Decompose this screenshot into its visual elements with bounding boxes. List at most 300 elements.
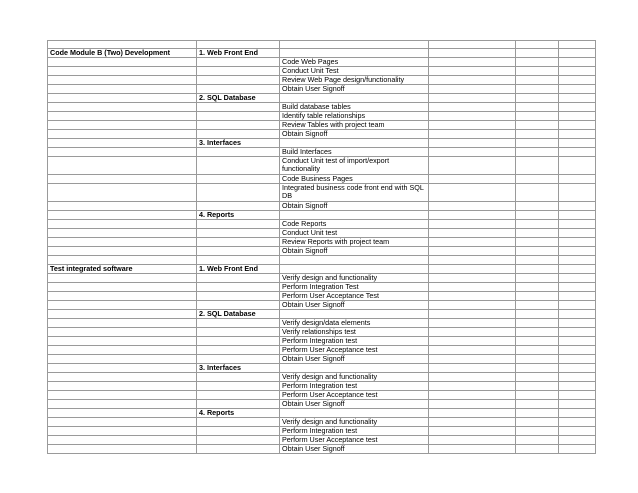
- task-cell: Obtain User Signoff: [280, 400, 429, 409]
- table-cell: [197, 256, 280, 265]
- table-cell: [197, 427, 280, 436]
- table-cell: [280, 256, 429, 265]
- table-cell: [197, 346, 280, 355]
- task-cell: Review Reports with project team: [280, 238, 429, 247]
- table-cell: [429, 220, 516, 229]
- task-table-body: [48, 41, 596, 454]
- task-cell: Obtain User Signoff: [280, 301, 429, 310]
- table-row: [48, 427, 596, 436]
- table-cell: [559, 202, 596, 211]
- table-cell: [280, 364, 429, 373]
- table-cell: [559, 310, 596, 319]
- table-cell: [559, 211, 596, 220]
- task-cell: Obtain User Signoff: [280, 445, 429, 454]
- table-row: [48, 328, 596, 337]
- table-row: [48, 409, 596, 418]
- table-row: [48, 283, 596, 292]
- table-cell: [559, 247, 596, 256]
- group-name-cell: 1. Web Front End: [197, 49, 280, 58]
- table-cell: [48, 427, 197, 436]
- table-cell: [197, 238, 280, 247]
- table-cell: [48, 148, 197, 157]
- table-cell: [197, 274, 280, 283]
- table-cell: [197, 373, 280, 382]
- task-cell: Obtain User Signoff: [280, 85, 429, 94]
- task-cell: Code Reports: [280, 220, 429, 229]
- table-row: [48, 121, 596, 130]
- table-cell: [516, 121, 559, 130]
- table-row: [48, 157, 596, 175]
- table-cell: [559, 238, 596, 247]
- table-cell: [516, 319, 559, 328]
- table-cell: [197, 76, 280, 85]
- table-cell: [516, 328, 559, 337]
- table-cell: [197, 382, 280, 391]
- table-cell: [429, 400, 516, 409]
- table-row: [48, 247, 596, 256]
- table-cell: [429, 427, 516, 436]
- table-cell: [48, 76, 197, 85]
- table-cell: [48, 319, 197, 328]
- table-cell: [197, 436, 280, 445]
- task-cell: Conduct Unit test of import/export functionality: [280, 157, 429, 175]
- task-cell: Perform User Acceptance test: [280, 391, 429, 400]
- table-cell: [516, 283, 559, 292]
- table-cell: [559, 130, 596, 139]
- table-cell: [197, 391, 280, 400]
- table-cell: [516, 94, 559, 103]
- table-row: [48, 148, 596, 157]
- table-row: [48, 202, 596, 211]
- task-cell: Code Web Pages: [280, 58, 429, 67]
- table-cell: [429, 202, 516, 211]
- table-cell: [429, 355, 516, 364]
- table-row: [48, 76, 596, 85]
- task-cell: Verify design and functionality: [280, 373, 429, 382]
- table-cell: [516, 202, 559, 211]
- table-cell: [48, 283, 197, 292]
- table-row: [48, 310, 596, 319]
- group-name-cell: 1. Web Front End: [197, 265, 280, 274]
- group-name-cell: 2. SQL Database: [197, 310, 280, 319]
- table-cell: [48, 67, 197, 76]
- table-cell: [197, 130, 280, 139]
- table-cell: [48, 94, 197, 103]
- table-cell: [516, 58, 559, 67]
- table-cell: [280, 41, 429, 49]
- table-cell: [429, 41, 516, 49]
- table-cell: [559, 319, 596, 328]
- table-cell: [197, 41, 280, 49]
- table-cell: [559, 184, 596, 202]
- table-row: [48, 292, 596, 301]
- task-cell: Perform User Acceptance test: [280, 436, 429, 445]
- table-cell: [197, 121, 280, 130]
- table-cell: [429, 175, 516, 184]
- table-cell: [516, 445, 559, 454]
- task-cell: Integrated business code front end with SQL DB: [280, 184, 429, 202]
- table-row: [48, 130, 596, 139]
- table-cell: [516, 184, 559, 202]
- task-cell: Perform Integration test: [280, 382, 429, 391]
- table-cell: [48, 301, 197, 310]
- table-row: [48, 67, 596, 76]
- table-row: [48, 373, 596, 382]
- table-cell: [429, 418, 516, 427]
- table-cell: [516, 265, 559, 274]
- table-row: [48, 238, 596, 247]
- table-cell: [197, 157, 280, 175]
- table-cell: [559, 328, 596, 337]
- table-cell: [559, 364, 596, 373]
- table-cell: [429, 310, 516, 319]
- table-cell: [559, 436, 596, 445]
- table-cell: [516, 41, 559, 49]
- task-cell: Verify design and functionality: [280, 274, 429, 283]
- task-cell: Perform User Acceptance Test: [280, 292, 429, 301]
- table-cell: [48, 229, 197, 238]
- table-cell: [429, 85, 516, 94]
- table-cell: [48, 202, 197, 211]
- table-row: [48, 436, 596, 445]
- table-cell: [197, 148, 280, 157]
- table-cell: [48, 355, 197, 364]
- task-cell: Conduct Unit Test: [280, 67, 429, 76]
- table-cell: [516, 310, 559, 319]
- table-cell: [429, 76, 516, 85]
- table-cell: [429, 319, 516, 328]
- table-cell: [429, 229, 516, 238]
- table-cell: [559, 391, 596, 400]
- table-cell: [280, 310, 429, 319]
- table-cell: [559, 67, 596, 76]
- table-cell: [516, 112, 559, 121]
- table-cell: [48, 382, 197, 391]
- table-cell: [429, 256, 516, 265]
- table-row: [48, 274, 596, 283]
- table-cell: [559, 121, 596, 130]
- task-cell: Verify design/data elements: [280, 319, 429, 328]
- task-cell: Obtain Signoff: [280, 202, 429, 211]
- table-cell: [429, 391, 516, 400]
- table-cell: [559, 220, 596, 229]
- table-cell: [559, 256, 596, 265]
- table-cell: [429, 337, 516, 346]
- table-cell: [48, 256, 197, 265]
- table-cell: [429, 328, 516, 337]
- table-cell: [516, 436, 559, 445]
- table-cell: [48, 445, 197, 454]
- table-cell: [559, 427, 596, 436]
- table-cell: [197, 229, 280, 238]
- table-cell: [197, 445, 280, 454]
- group-name-cell: 3. Interfaces: [197, 364, 280, 373]
- table-cell: [48, 112, 197, 121]
- group-name-cell: 4. Reports: [197, 409, 280, 418]
- table-cell: [559, 373, 596, 382]
- table-cell: [197, 67, 280, 76]
- table-cell: [197, 283, 280, 292]
- table-cell: [559, 112, 596, 121]
- table-cell: [429, 49, 516, 58]
- table-cell: [516, 409, 559, 418]
- table-cell: [516, 391, 559, 400]
- table-cell: [48, 337, 197, 346]
- table-cell: [516, 274, 559, 283]
- table-row: [48, 265, 596, 274]
- table-cell: [559, 418, 596, 427]
- table-cell: [429, 94, 516, 103]
- table-cell: [197, 112, 280, 121]
- table-cell: [559, 94, 596, 103]
- table-row: [48, 85, 596, 94]
- task-cell: Verify relationships test: [280, 328, 429, 337]
- table-cell: [516, 364, 559, 373]
- table-cell: [516, 49, 559, 58]
- table-cell: [516, 229, 559, 238]
- table-cell: [516, 355, 559, 364]
- group-name-cell: 4. Reports: [197, 211, 280, 220]
- table-cell: [559, 58, 596, 67]
- table-cell: [48, 436, 197, 445]
- table-cell: [559, 76, 596, 85]
- table-cell: [559, 409, 596, 418]
- table-cell: [197, 328, 280, 337]
- table-cell: [48, 211, 197, 220]
- table-row: [48, 364, 596, 373]
- table-cell: [197, 202, 280, 211]
- table-cell: [48, 274, 197, 283]
- table-cell: [559, 283, 596, 292]
- table-cell: [516, 373, 559, 382]
- table-spacer-row: [48, 256, 596, 265]
- table-cell: [559, 175, 596, 184]
- table-cell: [429, 346, 516, 355]
- table-cell: [516, 238, 559, 247]
- table-row: [48, 58, 596, 67]
- table-cell: [197, 400, 280, 409]
- table-cell: [280, 409, 429, 418]
- table-cell: [429, 445, 516, 454]
- table-cell: [48, 139, 197, 148]
- table-cell: [429, 148, 516, 157]
- table-cell: [197, 175, 280, 184]
- table-cell: [48, 247, 197, 256]
- table-row: [48, 229, 596, 238]
- table-cell: [559, 103, 596, 112]
- table-cell: [197, 292, 280, 301]
- task-cell: Perform User Acceptance test: [280, 346, 429, 355]
- table-cell: [48, 364, 197, 373]
- table-cell: [429, 265, 516, 274]
- task-cell: Review Web Page design/functionality: [280, 76, 429, 85]
- table-row: [48, 139, 596, 148]
- task-cell: Perform Integration test: [280, 337, 429, 346]
- table-cell: [429, 373, 516, 382]
- table-row: [48, 103, 596, 112]
- table-cell: [429, 382, 516, 391]
- table-cell: [559, 148, 596, 157]
- table-cell: [559, 265, 596, 274]
- table-row: [48, 346, 596, 355]
- task-cell: Verify design and functionality: [280, 418, 429, 427]
- table-cell: [429, 130, 516, 139]
- table-cell: [429, 157, 516, 175]
- table-cell: [559, 49, 596, 58]
- table-cell: [559, 301, 596, 310]
- table-cell: [429, 247, 516, 256]
- table-cell: [516, 211, 559, 220]
- task-table: [47, 40, 596, 454]
- task-cell: Perform Integration Test: [280, 283, 429, 292]
- table-cell: [429, 121, 516, 130]
- group-name-cell: 3. Interfaces: [197, 139, 280, 148]
- table-cell: [48, 184, 197, 202]
- table-row: [48, 301, 596, 310]
- table-cell: [197, 220, 280, 229]
- table-cell: [197, 184, 280, 202]
- table-cell: [48, 418, 197, 427]
- table-cell: [429, 301, 516, 310]
- table-cell: [516, 346, 559, 355]
- table-cell: [516, 418, 559, 427]
- table-cell: [429, 112, 516, 121]
- table-cell: [197, 301, 280, 310]
- table-cell: [559, 157, 596, 175]
- table-cell: [197, 418, 280, 427]
- table-cell: [429, 103, 516, 112]
- table-cell: [516, 220, 559, 229]
- table-row: [48, 211, 596, 220]
- table-cell: [516, 292, 559, 301]
- table-cell: [197, 85, 280, 94]
- table-cell: [48, 292, 197, 301]
- table-cell: [280, 49, 429, 58]
- table-cell: [48, 409, 197, 418]
- table-cell: [48, 175, 197, 184]
- module-name-cell: Code Module B (Two) Development: [48, 49, 197, 58]
- table-cell: [280, 94, 429, 103]
- table-cell: [429, 283, 516, 292]
- table-cell: [48, 103, 197, 112]
- table-cell: [516, 382, 559, 391]
- table-cell: [429, 409, 516, 418]
- table-row: [48, 175, 596, 184]
- table-cell: [429, 364, 516, 373]
- task-cell: Obtain Signoff: [280, 130, 429, 139]
- table-cell: [429, 58, 516, 67]
- table-row: [48, 382, 596, 391]
- table-cell: [516, 148, 559, 157]
- table-cell: [516, 400, 559, 409]
- table-cell: [559, 85, 596, 94]
- table-row: [48, 94, 596, 103]
- table-cell: [48, 238, 197, 247]
- table-cell: [48, 310, 197, 319]
- table-cell: [48, 41, 197, 49]
- table-cell: [48, 400, 197, 409]
- table-row: [48, 445, 596, 454]
- table-cell: [516, 337, 559, 346]
- task-cell: Identify table relationships: [280, 112, 429, 121]
- table-cell: [280, 139, 429, 148]
- table-cell: [516, 301, 559, 310]
- table-cell: [48, 346, 197, 355]
- module-name-cell: Test integrated software: [48, 265, 197, 274]
- table-cell: [48, 58, 197, 67]
- task-cell: Review Tables with project team: [280, 121, 429, 130]
- table-cell: [48, 121, 197, 130]
- table-cell: [48, 85, 197, 94]
- table-cell: [559, 337, 596, 346]
- table-cell: [559, 400, 596, 409]
- table-cell: [559, 274, 596, 283]
- table-row: [48, 391, 596, 400]
- table-cell: [516, 130, 559, 139]
- table-cell: [559, 41, 596, 49]
- table-cell: [429, 67, 516, 76]
- table-row: [48, 418, 596, 427]
- table-cell: [559, 382, 596, 391]
- task-cell: Obtain Signoff: [280, 247, 429, 256]
- table-cell: [429, 211, 516, 220]
- table-row: [48, 319, 596, 328]
- table-cell: [559, 292, 596, 301]
- table-cell: [48, 391, 197, 400]
- table-cell: [197, 319, 280, 328]
- table-cell: [516, 175, 559, 184]
- table-cell: [197, 247, 280, 256]
- task-cell: Obtain User Signoff: [280, 355, 429, 364]
- table-cell: [280, 265, 429, 274]
- table-cell: [48, 130, 197, 139]
- table-cell: [516, 67, 559, 76]
- table-cell: [516, 103, 559, 112]
- table-cell: [559, 346, 596, 355]
- table-cell: [559, 445, 596, 454]
- table-row: [48, 184, 596, 202]
- table-cell: [516, 76, 559, 85]
- table-row: [48, 400, 596, 409]
- table-cell: [559, 139, 596, 148]
- table-cell: [197, 355, 280, 364]
- table-cell: [429, 292, 516, 301]
- table-cell: [429, 238, 516, 247]
- table-cell: [197, 103, 280, 112]
- table-header-spacer-row: [48, 41, 596, 49]
- table-row: [48, 49, 596, 58]
- table-cell: [48, 328, 197, 337]
- table-cell: [516, 85, 559, 94]
- table-cell: [559, 355, 596, 364]
- table-cell: [516, 256, 559, 265]
- task-cell: Code Business Pages: [280, 175, 429, 184]
- table-cell: [280, 211, 429, 220]
- table-cell: [48, 373, 197, 382]
- table-row: [48, 355, 596, 364]
- table-cell: [197, 58, 280, 67]
- table-cell: [516, 247, 559, 256]
- table-cell: [429, 184, 516, 202]
- task-cell: Conduct Unit test: [280, 229, 429, 238]
- task-cell: Perform Integration test: [280, 427, 429, 436]
- table-cell: [516, 139, 559, 148]
- table-cell: [197, 337, 280, 346]
- table-cell: [48, 220, 197, 229]
- table-cell: [48, 157, 197, 175]
- table-cell: [429, 139, 516, 148]
- group-name-cell: 2. SQL Database: [197, 94, 280, 103]
